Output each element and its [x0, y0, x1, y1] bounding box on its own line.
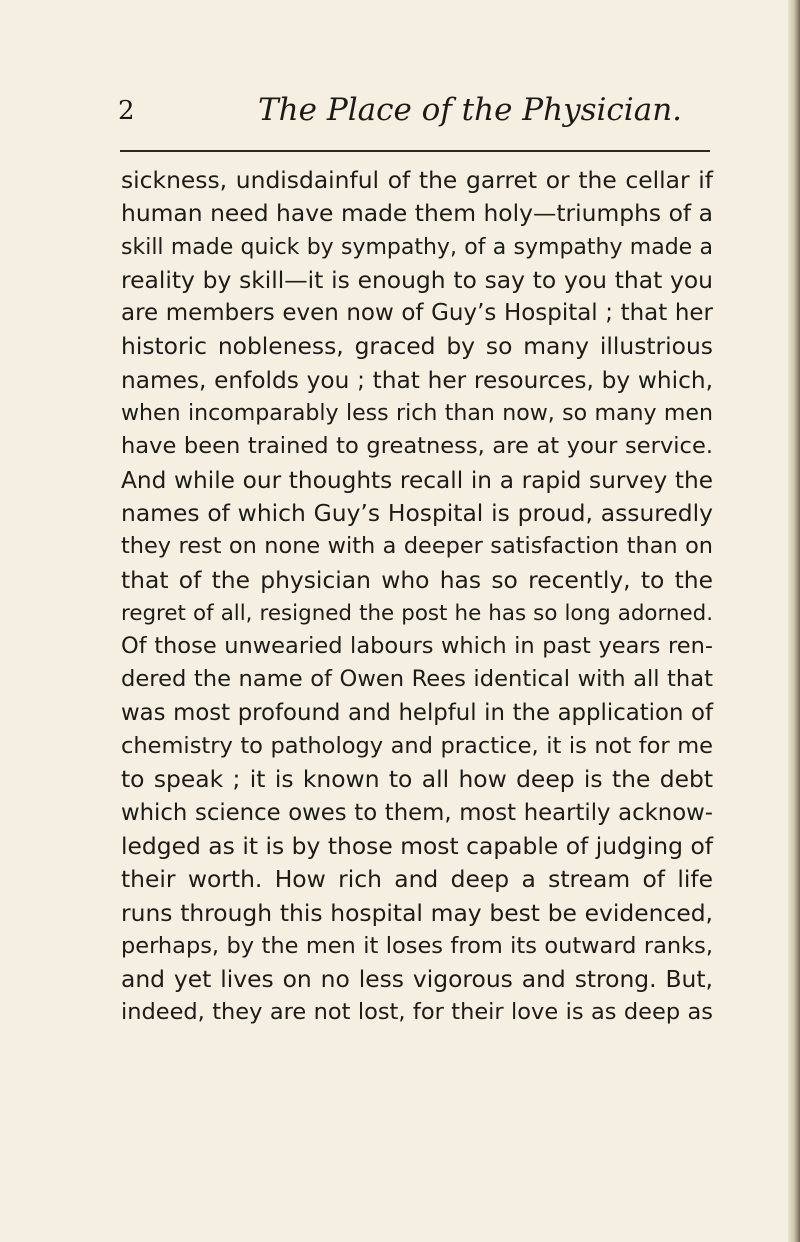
text-line: human need have made them holy—triumphs of a [121, 199, 713, 228]
page-edge-shadow [788, 0, 800, 1242]
text-line: ledged as it is by those most capable of judging of [121, 831, 713, 860]
body-text [121, 164, 713, 1030]
text-line: runs through this hospital may best be evidenced, [121, 898, 713, 927]
text-line: their worth. How rich and deep a stream of life [121, 865, 713, 894]
text-line: are members even now of Guy’s Hospital ; that her [121, 300, 713, 327]
text-line: they rest on none with a deeper satisfaction than on [121, 533, 713, 560]
text-line: skill made quick by sympathy, of a sympathy made a [121, 234, 713, 260]
text-line: that of the physician who has so recently, to the [121, 565, 713, 594]
text-line: was most profound and helpful in the application of [121, 699, 713, 726]
page-header [118, 92, 718, 132]
text-line: indeed, they are not lost, for their love is as deep as [121, 999, 713, 1026]
text-line: names of which Guy’s Hospital is proud, assuredly [121, 498, 713, 527]
text-line: chemistry to pathology and practice, it is not for me [121, 733, 713, 760]
text-line: dered the name of Owen Rees identical with all that [121, 666, 713, 693]
text-line: historic nobleness, graced by so many illustrious [121, 332, 713, 361]
text-line: which science owes to them, most heartily acknow- [121, 799, 713, 826]
text-line: and yet lives on no less vigorous and strong. But, [121, 965, 713, 994]
text-line: names, enfolds you ; that her resources, by which, [121, 366, 713, 394]
page-number: 2 [118, 96, 135, 126]
text-line: sickness, undisdainful of the garret or the cellar if [121, 166, 713, 194]
header-rule [120, 150, 710, 152]
text-line: And while our thoughts recall in a rapid survey the [121, 466, 713, 494]
running-title: The Place of the Physician. [258, 92, 683, 128]
text-line: when incomparably less rich than now, so many men [121, 401, 713, 427]
text-line: Of those unwearied labours which in past years ren- [121, 633, 713, 660]
text-line: regret of all, resigned the post he has so long adorned. [121, 600, 713, 626]
text-line: perhaps, by the men it loses from its outward ranks, [121, 932, 713, 959]
text-line: reality by skill—it is enough to say to you that you [121, 265, 713, 294]
text-line: to speak ; it is known to all how deep is the debt [121, 765, 713, 794]
text-line: have been trained to greatness, are at your service. [121, 433, 713, 460]
